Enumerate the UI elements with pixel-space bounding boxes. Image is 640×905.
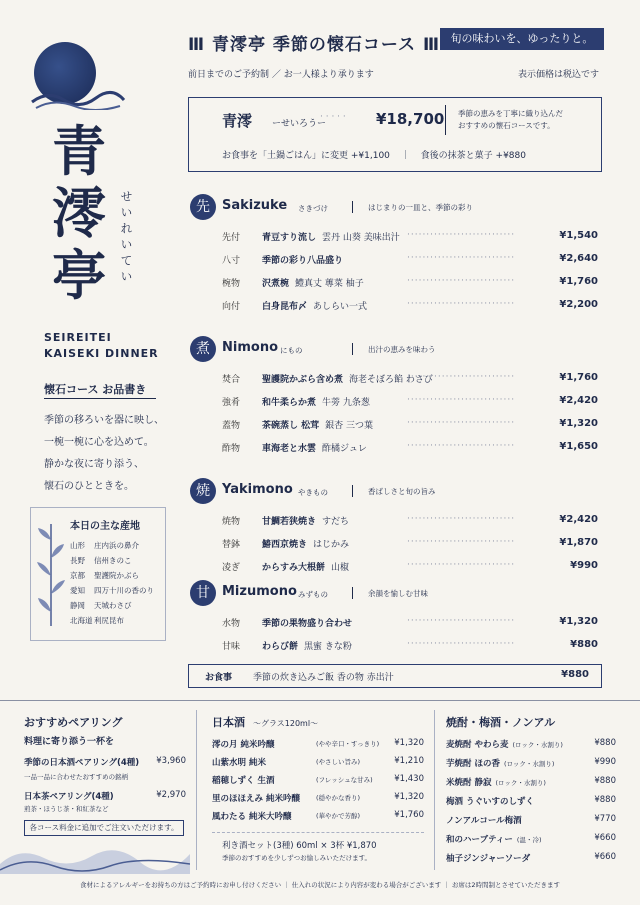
leader-dots: ···························· bbox=[407, 560, 516, 570]
tax-note: 表示価格は税込です bbox=[518, 70, 600, 80]
origin-item: 愛知 四万十川の香のり bbox=[70, 586, 154, 595]
meal-description: 季節の炊き込みご飯 香の物 赤出汁 bbox=[253, 673, 394, 683]
item-name: 車海老と水雲 bbox=[262, 444, 317, 454]
item-category: 替鉢 bbox=[222, 540, 241, 550]
item-name: わらび餅 bbox=[262, 642, 299, 652]
section-kana: やきもの bbox=[298, 488, 328, 497]
drink-item: 柚子ジンジャーソーダ ¥660 bbox=[446, 852, 616, 864]
sake-item: 風わたる 純米大吟醸 (華やかで芳醇) ¥1,760 bbox=[212, 810, 424, 822]
pairing-footnote: 各コース料金に追加でご注文いただけます。 bbox=[24, 820, 184, 836]
item-name: 和牛柔らか煮 bbox=[262, 398, 317, 408]
divider bbox=[352, 343, 353, 355]
section-name: Yakimono bbox=[222, 482, 293, 497]
wave-icon bbox=[0, 840, 190, 874]
section-badge: 先 bbox=[190, 194, 216, 220]
divider bbox=[0, 700, 640, 701]
wave-icon bbox=[30, 88, 126, 110]
leader-dots: ···························· bbox=[407, 395, 516, 405]
item-detail: すだち bbox=[322, 517, 350, 527]
section-badge: 甘 bbox=[190, 580, 216, 606]
pairing-title: おすすめペアリング bbox=[24, 716, 123, 729]
menu-item bbox=[222, 616, 598, 632]
item-category: 椀物 bbox=[222, 279, 241, 289]
reservation-note: 前日までのご予約制 ／ お一人様より承ります bbox=[188, 70, 374, 80]
item-name: 季節の彩り八品盛り bbox=[262, 256, 344, 266]
item-price: ¥1,540 bbox=[559, 230, 598, 241]
leader-dots: ···························· bbox=[407, 230, 516, 240]
course-options: お食事を「土鍋ごはん」に変更 +¥1,100 ｜ 食後の抹茶と菓子 +¥880 bbox=[222, 151, 526, 161]
origin-item: 静岡 天城わさび bbox=[70, 601, 132, 610]
menu-item bbox=[222, 560, 598, 576]
section-name: Mizumono bbox=[222, 584, 297, 599]
item-detail: 山椒 bbox=[331, 563, 350, 573]
course-name: 青澪 bbox=[222, 112, 253, 130]
item-category: 焼物 bbox=[222, 517, 241, 527]
sake-item: 澪の月 純米吟醸 (やや辛口・すっきり) ¥1,320 bbox=[212, 738, 424, 750]
section-description: 出汁の恵みを味わう bbox=[368, 345, 436, 354]
item-price: ¥1,320 bbox=[559, 616, 598, 627]
pairing-item: 日本茶ペアリング(4種) ¥2,970 bbox=[24, 790, 186, 802]
divider bbox=[445, 105, 446, 135]
item-category: 蓋物 bbox=[222, 421, 241, 431]
divider bbox=[352, 201, 353, 213]
item-name: 沢煮椀 bbox=[262, 279, 290, 289]
item-category: 焚合 bbox=[222, 375, 241, 385]
menu-item bbox=[222, 537, 598, 553]
section-description: 余韻を愉しむ甘味 bbox=[368, 589, 428, 598]
item-category: 水物 bbox=[222, 619, 241, 629]
section-name: Nimono bbox=[222, 340, 278, 355]
item-price: ¥2,420 bbox=[559, 395, 598, 406]
section-name: Sakizuke bbox=[222, 198, 288, 213]
drink-item: 芋焼酎 ほの香 (ロック・水割り) ¥990 bbox=[446, 757, 616, 769]
drink-item: 麦焼酎 やわら麦 (ロック・水割り) ¥880 bbox=[446, 738, 616, 750]
brand-name: 青澪亭 bbox=[52, 119, 106, 307]
menu-title: Ⅲ 青澪亭 季節の懐石コース Ⅲ bbox=[188, 35, 441, 55]
section-description: はじまりの一皿と、季節の彩り bbox=[368, 203, 473, 212]
section-description: 香ばしさと旬の旨み bbox=[368, 487, 436, 496]
origin-item: 京都 聖護院かぶら bbox=[70, 571, 139, 580]
divider bbox=[352, 485, 353, 497]
item-name: 季節の果物盛り合わせ bbox=[262, 619, 353, 629]
pairing-item: 季節の日本酒ペアリング(4種) ¥3,960 bbox=[24, 756, 186, 768]
divider bbox=[352, 587, 353, 599]
course-kana: ーせいろうー bbox=[272, 119, 327, 129]
menu-item bbox=[222, 639, 598, 655]
divider bbox=[44, 398, 156, 399]
leader-dots: ···························· bbox=[407, 616, 516, 626]
item-detail: 黒蜜 きな粉 bbox=[304, 642, 352, 652]
item-price: ¥2,640 bbox=[559, 253, 598, 264]
menu-item bbox=[222, 372, 598, 388]
sake-title: 日本酒 〜グラス120ml〜 bbox=[212, 716, 319, 729]
item-detail: 海老そぼろ餡 わさび bbox=[349, 375, 433, 385]
menu-item bbox=[222, 253, 598, 269]
item-category: 酢物 bbox=[222, 444, 241, 454]
menu-item bbox=[222, 418, 598, 434]
intro-poem: 季節の移ろいを器に映し、 一椀一椀に心を込めて。 静かな夜に寄り添う、 懐石のひとときを。 bbox=[44, 415, 164, 492]
item-price: ¥1,650 bbox=[559, 441, 598, 452]
item-name: 鰆西京焼き bbox=[262, 540, 308, 550]
item-category: 強肴 bbox=[222, 398, 241, 408]
origin-title: 本日の主な産地 bbox=[70, 521, 140, 532]
item-detail: あしらい一式 bbox=[313, 302, 368, 312]
item-category: 先付 bbox=[222, 233, 241, 243]
origin-item: 山形 庄内浜の鼻介 bbox=[70, 541, 139, 550]
pairing-note: 煎茶・ほうじ茶・和紅茶など bbox=[24, 805, 109, 813]
section-badge: 煮 bbox=[190, 336, 216, 362]
leader-dots: ···························· bbox=[407, 514, 516, 524]
leader-dots: ···························· bbox=[407, 276, 516, 286]
leader-dots: ···························· bbox=[407, 639, 516, 649]
menu-item bbox=[222, 395, 598, 411]
item-price: ¥880 bbox=[570, 639, 598, 650]
drink-item: ノンアルコール梅酒 ¥770 bbox=[446, 814, 616, 826]
section-badge: 焼 bbox=[190, 478, 216, 504]
menu-item bbox=[222, 276, 598, 292]
item-name: 茶碗蒸し 松茸 bbox=[262, 421, 320, 431]
leader-dots: ···························· bbox=[407, 253, 516, 263]
sake-item: 稲穂しずく 生酒 (フレッシュな甘み) ¥1,430 bbox=[212, 774, 424, 786]
leaf-branch-icon bbox=[34, 520, 68, 630]
origin-item: 北海道 利尻昆布 bbox=[70, 616, 124, 625]
item-category: 凌ぎ bbox=[222, 563, 241, 573]
leader-dots: ···························· bbox=[407, 372, 516, 382]
leader-dots: ···························· bbox=[407, 418, 516, 428]
leader-dots: ···························· bbox=[407, 441, 516, 451]
meal-price: ¥880 bbox=[561, 669, 589, 680]
item-name: 白身昆布〆 bbox=[262, 302, 308, 312]
item-detail: 牛蒡 九条葱 bbox=[322, 398, 370, 408]
origin-list bbox=[70, 538, 154, 628]
sake-item: 里のほほえみ 純米吟醸 (穏やかな香り) ¥1,320 bbox=[212, 792, 424, 804]
section-kana: にもの bbox=[280, 346, 303, 355]
brand-kana: せいれいてい bbox=[119, 190, 133, 286]
origin-item: 長野 信州きのこ bbox=[70, 556, 132, 565]
footer-note: 食材によるアレルギーをお持ちの方はご予約時にお申し付けください ｜ 仕入れの状況により内容が変わる場合がございます ｜ お席は2時間制とさせていただきます bbox=[80, 881, 560, 889]
brand-english: SEIREITEI KAISEKI DINNER bbox=[44, 331, 159, 360]
meal-box bbox=[188, 664, 602, 688]
item-price: ¥1,760 bbox=[559, 276, 598, 287]
item-detail: 銀杏 三つ葉 bbox=[325, 421, 374, 431]
item-price: ¥1,320 bbox=[559, 418, 598, 429]
item-price: ¥2,420 bbox=[559, 514, 598, 525]
menu-item bbox=[222, 299, 598, 315]
item-name: 聖護院かぶら含め煮 bbox=[262, 375, 344, 385]
sake-item: 山紫水明 純米 (やさしい旨み) ¥1,210 bbox=[212, 756, 424, 768]
course-description: 季節の恵みを丁寧に織り込んだ おすすめの懐石コースです。 bbox=[458, 109, 563, 130]
item-detail: 雲丹 山葵 美味出汁 bbox=[322, 233, 400, 243]
menu-item bbox=[222, 514, 598, 530]
item-category: 向付 bbox=[222, 302, 241, 312]
item-name: からすみ大根餅 bbox=[262, 563, 326, 573]
section-kana: さきづけ bbox=[298, 204, 328, 213]
divider bbox=[434, 710, 435, 870]
item-name: 青豆すり流し bbox=[262, 233, 317, 243]
tagline-badge: 旬の味わいを、ゆったりと。 bbox=[440, 28, 604, 50]
item-category: 甘味 bbox=[222, 642, 241, 652]
meal-label: お食事 bbox=[205, 673, 233, 683]
item-detail: 鱧真丈 蓴菜 柚子 bbox=[295, 279, 364, 289]
item-price: ¥990 bbox=[570, 560, 598, 571]
item-detail: 酢橘ジュレ bbox=[322, 444, 367, 454]
menu-item bbox=[222, 441, 598, 457]
section-kana: みずもの bbox=[298, 590, 328, 599]
item-price: ¥1,760 bbox=[559, 372, 598, 383]
drink-item: 米焼酎 静寂 (ロック・水割り) ¥880 bbox=[446, 776, 616, 788]
item-price: ¥2,200 bbox=[559, 299, 598, 310]
course-price: ¥18,700 bbox=[376, 110, 445, 128]
item-price: ¥1,870 bbox=[559, 537, 598, 548]
leader-dots: · · · · · bbox=[320, 112, 346, 122]
leader-dots: ···························· bbox=[407, 299, 516, 309]
menu-item bbox=[222, 230, 598, 246]
menu-heading: 懐石コース お品書き bbox=[44, 383, 147, 396]
other-drinks-title: 焼酎・梅酒・ノンアル bbox=[446, 716, 556, 729]
item-name: 甘鯛若狭焼き bbox=[262, 517, 317, 527]
sake-set: 利き酒セット(3種) 60ml × 3杯 ¥1,870 季節のおすすめを少しずつお愉しみいただけます。 bbox=[212, 832, 424, 865]
drink-item: 和のハーブティー (温・冷) ¥660 bbox=[446, 833, 616, 845]
item-category: 八寸 bbox=[222, 256, 241, 266]
drink-item: 梅酒 うぐいすのしずく ¥880 bbox=[446, 795, 616, 807]
item-detail: はじかみ bbox=[313, 540, 350, 550]
divider bbox=[196, 710, 197, 870]
pairing-note: 一品一品に合わせたおすすめの銘柄 bbox=[24, 773, 129, 781]
leader-dots: ···························· bbox=[407, 537, 516, 547]
pairing-subtitle: 料理に寄り添う一杯を bbox=[24, 737, 115, 747]
